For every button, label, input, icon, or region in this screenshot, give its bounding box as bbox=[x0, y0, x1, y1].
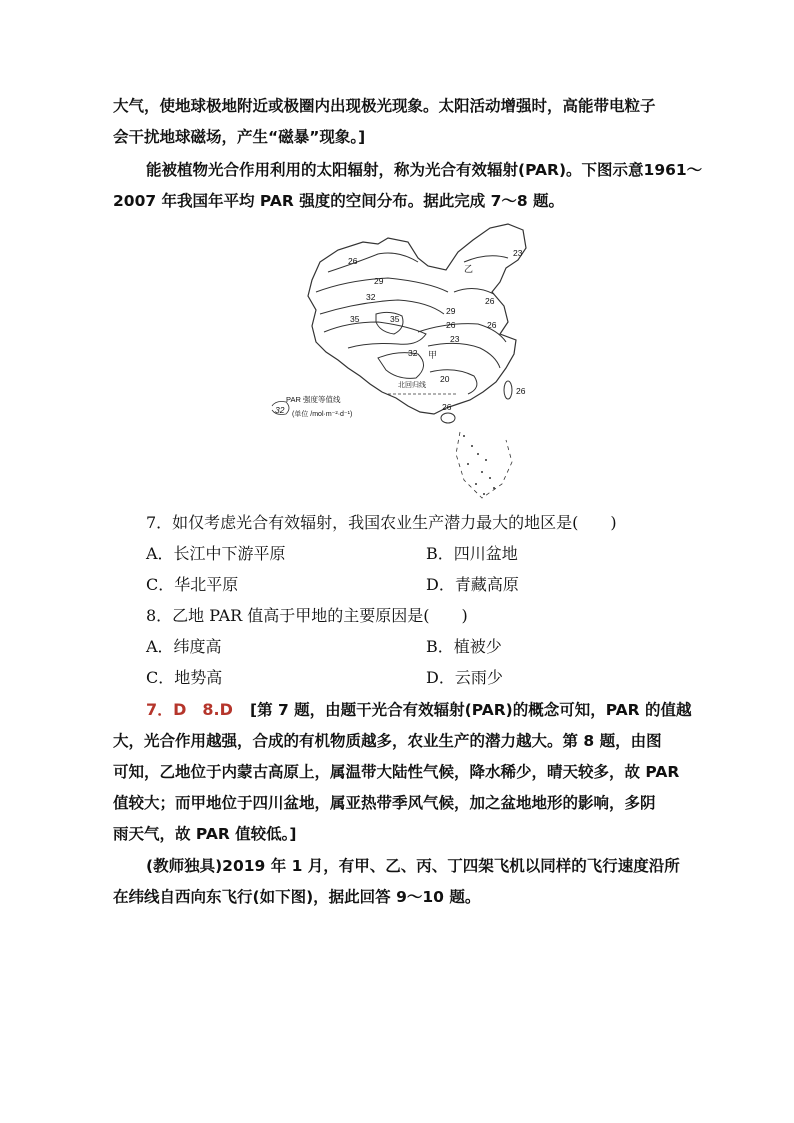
contour-line bbox=[464, 256, 508, 262]
par-distribution-map bbox=[268, 222, 530, 504]
para-aurora-line2: 会干扰地球磁场，产生“磁暴”现象。] bbox=[113, 128, 366, 146]
taiwan-island bbox=[504, 381, 512, 399]
answer-key: 7．D 8.D bbox=[146, 700, 233, 719]
contour-label: 35 bbox=[350, 314, 360, 324]
para-flight-line2: 在纬线自西向东飞行(如下图)，据此回答 9～10 题。 bbox=[113, 888, 481, 906]
legend-unit: (单位 /mol·m⁻²·d⁻¹) bbox=[292, 411, 353, 418]
answer-line5: 雨天气，故 PAR 值较低。] bbox=[113, 825, 297, 843]
question-7: 7．如仅考虑光合有效辐射，我国农业生产潜力最大的地区是( ) bbox=[146, 513, 617, 532]
contour-label: 32 bbox=[408, 348, 418, 358]
contour-label: 26 bbox=[348, 256, 358, 266]
q8-option-d: D．云雨少 bbox=[426, 668, 503, 687]
contour-line bbox=[428, 343, 500, 368]
q7-option-a: A．长江中下游平原 bbox=[146, 544, 286, 563]
para-par-intro-line2: 2007 年我国年平均 PAR 强度的空间分布。据此完成 7～8 题。 bbox=[113, 192, 565, 210]
contour-label: 26 bbox=[446, 320, 456, 330]
q8-option-c: C．地势高 bbox=[146, 668, 223, 687]
contour-label: 20 bbox=[440, 374, 450, 384]
para-flight-line1: (教师独具)2019 年 1 月，有甲、乙、丙、丁四架飞机以同样的飞行速度沿所 bbox=[146, 857, 680, 875]
nine-dash-line bbox=[456, 432, 512, 498]
q8-option-a: A．纬度高 bbox=[146, 637, 222, 656]
q7-option-d: D．青藏高原 bbox=[426, 575, 519, 594]
contour-label: 26 bbox=[516, 386, 526, 396]
contour-label: 32 bbox=[366, 292, 376, 302]
contour-line bbox=[454, 288, 494, 294]
place-label-yi: 乙 bbox=[464, 264, 474, 274]
para-aurora-line1: 大气，使地球极地附近或极圈内出现极光现象。太阳活动增强时，高能带电粒子 bbox=[113, 97, 656, 115]
contour-label: 23 bbox=[513, 248, 523, 258]
contour-label: 23 bbox=[450, 334, 460, 344]
map-legend bbox=[272, 394, 352, 418]
answer-line4: 值较大；而甲地位于四川盆地，属亚热带季风气候，加之盆地地形的影响，多阴 bbox=[113, 794, 656, 812]
para-par-intro-line1: 能被植物光合作用利用的太阳辐射，称为光合有效辐射(PAR)。下图示意1961～ bbox=[146, 161, 703, 179]
hainan-island bbox=[441, 413, 455, 423]
contour-label: 29 bbox=[374, 276, 384, 286]
contour-label: 26 bbox=[442, 402, 452, 412]
contour-line bbox=[430, 370, 477, 394]
legend-sample-value: 32 bbox=[275, 405, 285, 415]
tropic-of-cancer-label: 北回归线 bbox=[398, 382, 426, 389]
contour-label: 35 bbox=[390, 314, 400, 324]
contour-label: 29 bbox=[446, 306, 456, 316]
answer-explanation-start: [第 7 题，由题干光合有效辐射(PAR)的概念可知，PAR 的值越 bbox=[250, 701, 692, 719]
answer-line1 bbox=[146, 700, 691, 720]
question-8: 8．乙地 PAR 值高于甲地的主要原因是( ) bbox=[146, 606, 468, 625]
legend-title: PAR 强度等值线 bbox=[286, 395, 341, 404]
q7-option-b: B．四川盆地 bbox=[426, 544, 518, 563]
contour-label: 26 bbox=[487, 320, 497, 330]
answer-line3: 可知，乙地位于内蒙古高原上，属温带大陆性气候，降水稀少，晴天较多，故 PAR bbox=[113, 763, 680, 781]
q8-option-b: B．植被少 bbox=[426, 637, 502, 656]
contour-line bbox=[328, 253, 418, 272]
south-china-sea-islands bbox=[463, 435, 495, 495]
place-label-jia: 甲 bbox=[428, 350, 438, 360]
contour-line bbox=[320, 300, 444, 314]
answer-line2: 大，光合作用越强，合成的有机物质越多，农业生产的潜力越大。第 8 题，由图 bbox=[113, 732, 662, 750]
contour-line bbox=[324, 322, 426, 348]
q7-option-c: C．华北平原 bbox=[146, 575, 239, 594]
contour-label: 26 bbox=[485, 296, 495, 306]
